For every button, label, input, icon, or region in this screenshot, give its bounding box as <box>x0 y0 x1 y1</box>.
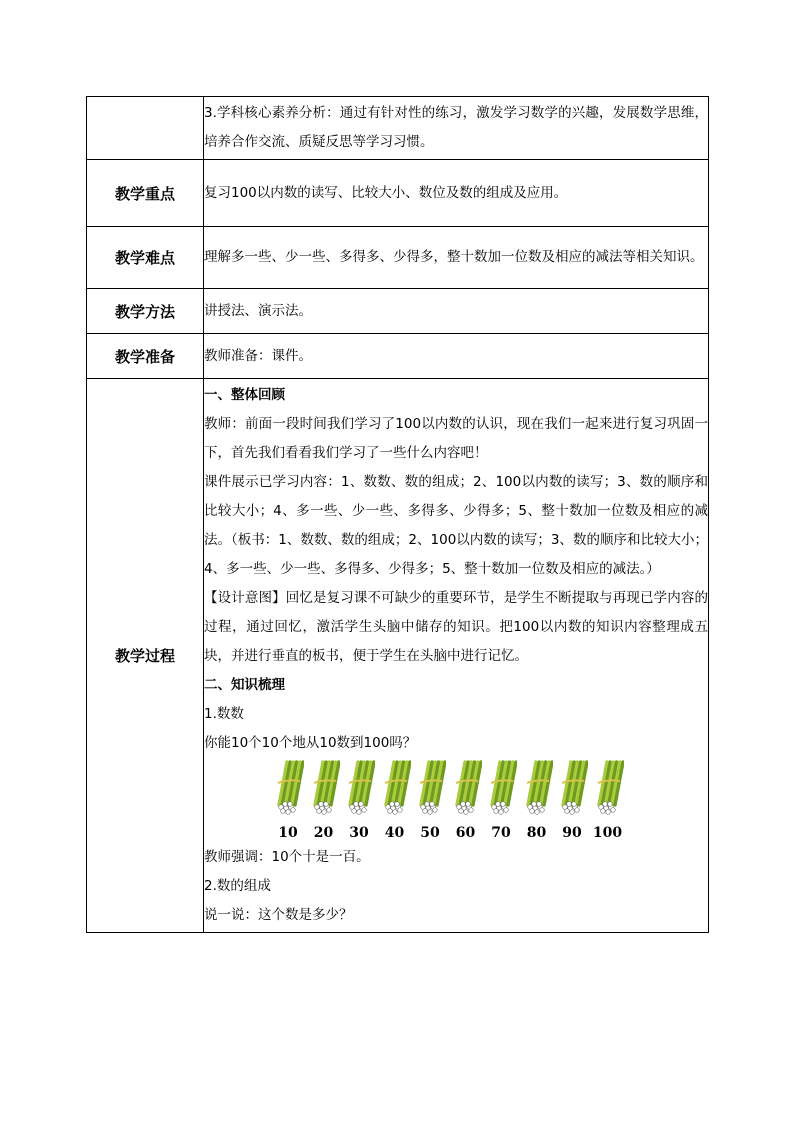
method-label: 教学方法 <box>87 289 204 334</box>
stick-bundle-icon <box>272 759 304 817</box>
difficulties-text: 理解多一些、少一些、多得多、少得多，整十数加一位数及相应的减法等相关知识。 <box>204 249 704 265</box>
key-points-label: 教学重点 <box>87 160 204 227</box>
bundle-count-label: 50 <box>420 825 440 841</box>
method-cell <box>204 289 709 334</box>
goals-text: 3.学科核心素养分析：通过有针对性的练习，激发学习数学的兴趣，发展数学思维，培养合作交流、质疑反思等学习习惯。 <box>204 105 708 150</box>
preparation-cell <box>204 334 709 379</box>
method-text: 讲授法、演示法。 <box>204 302 312 319</box>
key-points-cell <box>204 160 709 227</box>
bundle-count-label: 40 <box>384 825 405 841</box>
goals-row <box>87 97 709 160</box>
stick-bundle-icon <box>556 759 588 817</box>
counting-question: 你能10个10个地从10数到100吗？ <box>204 735 417 751</box>
preparation-label: 教学准备 <box>87 334 204 379</box>
process-row <box>87 379 709 933</box>
stick-bundle-icon <box>414 759 446 817</box>
bundle-count-label: 80 <box>526 825 547 841</box>
bundle-count-label: 90 <box>562 825 582 841</box>
difficulties-row <box>87 227 709 289</box>
bundle-count-label: 30 <box>349 825 369 841</box>
subsection-composition: 2.数的组成 <box>204 878 271 894</box>
stick-bundle-icon <box>592 759 624 817</box>
stick-bundle-icon <box>343 759 375 817</box>
stick-bundle-icon <box>379 759 411 817</box>
stick-bundle-icon <box>308 759 340 817</box>
teacher-emphasis-text: 教师强调：10个十是一百。 <box>204 849 370 865</box>
subsection-counting: 1.数数 <box>204 706 244 722</box>
stick-bundle-icon <box>450 759 482 817</box>
difficulties-label: 教学难点 <box>87 227 204 289</box>
goals-cell <box>204 97 709 160</box>
bundle-count-label: 10 <box>278 825 298 841</box>
bundle-count-label: 70 <box>491 825 511 841</box>
stick-bundles-illustration <box>204 759 708 841</box>
teacher-intro-text: 教师：前面一段时间我们学习了100以内数的认识，现在我们一起来进行复习巩固一下，首先我们看看我们学习了一些什么内容吧！ <box>204 416 708 461</box>
bundle-count-label: 20 <box>313 825 334 841</box>
process-label: 教学过程 <box>87 379 204 933</box>
composition-question: 说一说：这个数是多少？ <box>204 907 353 923</box>
section-title-review: 一、整体回顾 <box>204 387 285 403</box>
key-points-text: 复习100以内数的读写、比较大小、数位及数的组成及应用。 <box>204 184 568 201</box>
preparation-text: 教师准备：课件。 <box>204 347 312 364</box>
design-intent-text: 【设计意图】回忆是复习课不可缺少的重要环节，是学生不断提取与再现已学内容的过程，通过回忆，激活学生头脑中储存的知识。把100以内数的知识内容整理成五块，并进行垂直的板书，便于学生在头脑中进行记忆。 <box>204 590 708 664</box>
method-row <box>87 289 709 334</box>
stick-bundle-icon <box>521 759 553 817</box>
preparation-row <box>87 334 709 379</box>
stick-bundle-icon <box>485 759 517 817</box>
lesson-plan-table <box>86 96 709 933</box>
key-points-row <box>87 160 709 227</box>
goals-row-header <box>87 97 204 160</box>
section-title-knowledge: 二、知识梳理 <box>204 677 285 693</box>
courseware-content-text: 课件展示已学习内容：1、数数、数的组成；2、100以内数的读写；3、数的顺序和比较大小；4、多一些、少一些、多得多、少得多；5、整十数加一位数及相应的减法。（板书：1、数数、数的组成；2、100以内数的读写；3、数的顺序和比较大小；4、多一些、少一些、多得多、少得多；5、整十数加一位数及相应的减法。） <box>204 474 708 577</box>
bundle-count-label: 100 <box>592 825 623 841</box>
bundle-count-label: 60 <box>455 825 476 841</box>
difficulties-cell <box>204 227 709 289</box>
process-cell <box>204 379 709 933</box>
